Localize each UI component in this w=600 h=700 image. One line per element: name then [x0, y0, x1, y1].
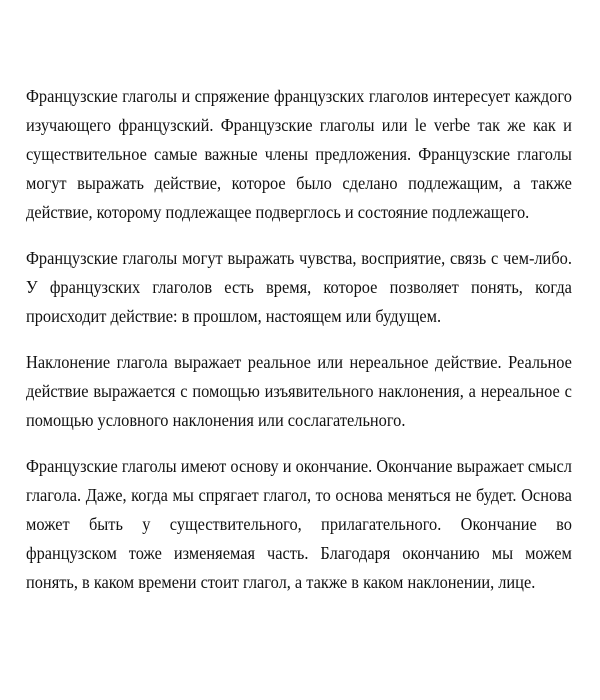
paragraph-2: Французские глаголы могут выражать чувства, восприятие, связь с чем-либо. У французских глаголов есть время, которое позволяет понять, когда происходит действие: в прошлом, настоящем или будущем. [26, 248, 572, 326]
paragraph-1: Французские глаголы и спряжение французских глаголов интересует каждого изучающего французский. Французские глаголы или le verbe так же как и существительное самые важные члены предложения. Французские глаголы могут выражать действие, которое было сделано подлежащим, а также действие, которому подлежащее подверглось и состояние подлежащего. [26, 86, 572, 222]
paragraph-3: Наклонение глагола выражает реальное или нереальное действие. Реальное действие выражается с помощью изъявительного наклонения, а нереальное с помощью условного наклонения или сослагательного. [26, 352, 572, 430]
paragraph-4: Французские глаголы имеют основу и окончание. Окончание выражает смысл глагола. Даже, когда мы спрягает глагол, то основа меняться не будет. Основа может быть у существительного, прилагательного. Окончание во французском тоже изменяемая часть. Благодаря окончанию мы можем понять, в каком времени стоит глагол, а также в каком наклонении, лице. [26, 456, 572, 592]
document-body [26, 82, 572, 614]
